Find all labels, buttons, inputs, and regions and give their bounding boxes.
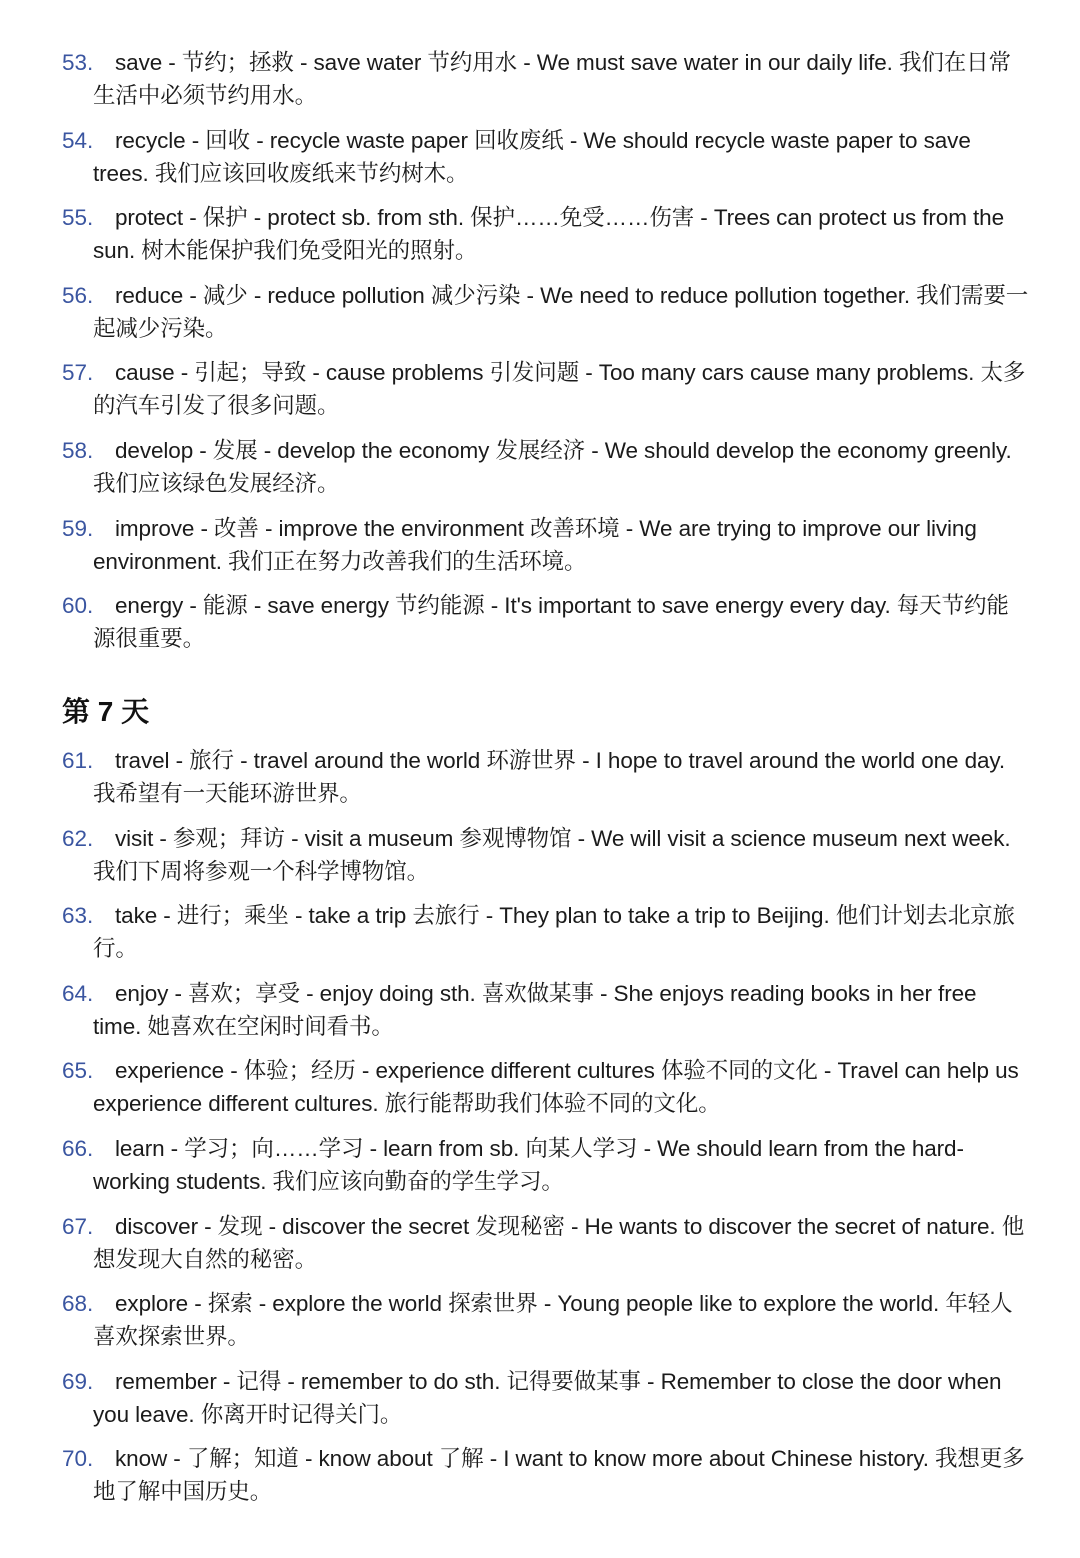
entry-number: 66. bbox=[62, 1135, 94, 1161]
vocab-entry bbox=[62, 1132, 1030, 1210]
entry-number: 58. bbox=[62, 437, 94, 463]
vocab-entry bbox=[62, 1210, 1030, 1288]
vocab-entry bbox=[62, 201, 1030, 279]
entry-text: enjoy - 喜欢；享受 - enjoy doing sth. 喜欢做某事 - She enjoys reading books in her free time. 她喜欢在空闲时间看书。 bbox=[93, 980, 977, 1039]
entry-number: 67. bbox=[62, 1213, 94, 1239]
vocab-entry bbox=[62, 977, 1030, 1055]
entry-number: 61. bbox=[62, 748, 94, 773]
entry-number: 68. bbox=[62, 1291, 94, 1317]
vocab-entry bbox=[62, 46, 1030, 124]
vocab-entry bbox=[62, 434, 1030, 512]
entry-number: 55. bbox=[62, 205, 94, 231]
entry-text: recycle - 回收 - recycle waste paper 回收废纸 - We should recycle waste paper to save trees. 我们应该回收废纸来节约树木。 bbox=[93, 127, 971, 186]
entry-number: 69. bbox=[62, 1368, 94, 1394]
day-heading: 第 7 天 bbox=[62, 696, 150, 727]
entry-text: visit - 参观；拜访 - visit a museum 参观博物馆 - We will visit a science museum next week. 我们下周将参观一个科学博物馆。 bbox=[93, 825, 1011, 884]
entry-number: 70. bbox=[62, 1446, 94, 1472]
entry-number: 63. bbox=[62, 903, 94, 929]
entry-text: cause - 引起；导致 - cause problems 引发问题 - Too many cars cause many problems. 太多的汽车引发了很多问题。 bbox=[93, 360, 1026, 419]
entry-text: improve - 改善 - improve the environment 改善环境 - We are trying to improve our living environment. 我们正在努力改善我们的生活环境。 bbox=[93, 515, 977, 574]
entry-number: 54. bbox=[62, 127, 94, 153]
vocab-entry bbox=[62, 124, 1030, 202]
vocab-entry bbox=[62, 279, 1030, 357]
entry-text: discover - 发现 - discover the secret 发现秘密 - He wants to discover the secret of nature. 他想发现大自然的秘密。 bbox=[93, 1213, 1025, 1272]
vocab-entry bbox=[62, 1442, 1030, 1520]
vocab-entry bbox=[62, 822, 1030, 900]
vocab-entry bbox=[62, 1054, 1030, 1132]
vocab-entry bbox=[62, 1287, 1030, 1365]
entry-number: 62. bbox=[62, 825, 94, 851]
entry-number: 65. bbox=[62, 1058, 94, 1084]
entry-text: take - 进行；乘坐 - take a trip 去旅行 - They plan to take a trip to Beijing. 他们计划去北京旅行。 bbox=[93, 903, 1015, 962]
vocab-entry bbox=[62, 899, 1030, 977]
entry-number: 60. bbox=[62, 593, 94, 619]
entry-number: 53. bbox=[62, 50, 94, 75]
entry-number: 57. bbox=[62, 360, 94, 386]
entry-text: experience - 体验；经历 - experience different cultures 体验不同的文化 - Travel can help us experience different cultures. 旅行能帮助我们体验不同的文化。 bbox=[93, 1058, 1019, 1117]
entry-text: reduce - 减少 - reduce pollution 减少污染 - We need to reduce pollution together. 我们需要一起减少污染。 bbox=[93, 282, 1029, 341]
entry-text: know - 了解；知道 - know about 了解 - I want to know more about Chinese history. 我想更多地了解中国历史。 bbox=[93, 1446, 1025, 1505]
vocab-list-day7 bbox=[62, 744, 1030, 1520]
entry-number: 59. bbox=[62, 515, 94, 541]
entry-text: save - 节约；拯救 - save water 节约用水 - We must save water in our daily life. 我们在日常生活中必须节约用水。 bbox=[93, 50, 1011, 108]
vocab-entry bbox=[62, 744, 1030, 822]
vocab-entry bbox=[62, 512, 1030, 590]
entry-text: learn - 学习；向……学习 - learn from sb. 向某人学习 - We should learn from the hard-working students. 我们应该向勤奋的学生学习。 bbox=[93, 1135, 964, 1194]
vocab-entry bbox=[62, 589, 1030, 667]
vocab-entry bbox=[62, 356, 1030, 434]
entry-number: 64. bbox=[62, 980, 94, 1006]
vocab-list-day6 bbox=[62, 46, 1030, 667]
entry-text: energy - 能源 - save energy 节约能源 - It's important to save energy every day. 每天节约能源很重要。 bbox=[93, 593, 1009, 652]
entry-text: remember - 记得 - remember to do sth. 记得要做某事 - Remember to close the door when you leave. 你离开时记得关门。 bbox=[93, 1368, 1002, 1427]
entry-text: travel - 旅行 - travel around the world 环游世界 - I hope to travel around the world one day. 我希望有一天能环游世界。 bbox=[93, 748, 1006, 806]
vocab-entry bbox=[62, 1365, 1030, 1443]
entry-number: 56. bbox=[62, 282, 94, 308]
entry-text: protect - 保护 - protect sb. from sth. 保护……免受……伤害 - Trees can protect us from the sun. 树木能保护我们免受阳光的照射。 bbox=[93, 205, 1004, 264]
entry-text: explore - 探索 - explore the world 探索世界 - Young people like to explore the world. 年轻人喜欢探索世界。 bbox=[93, 1291, 1013, 1350]
entry-text: develop - 发展 - develop the economy 发展经济 - We should develop the economy greenly. 我们应该绿色发展经济。 bbox=[93, 437, 1012, 496]
